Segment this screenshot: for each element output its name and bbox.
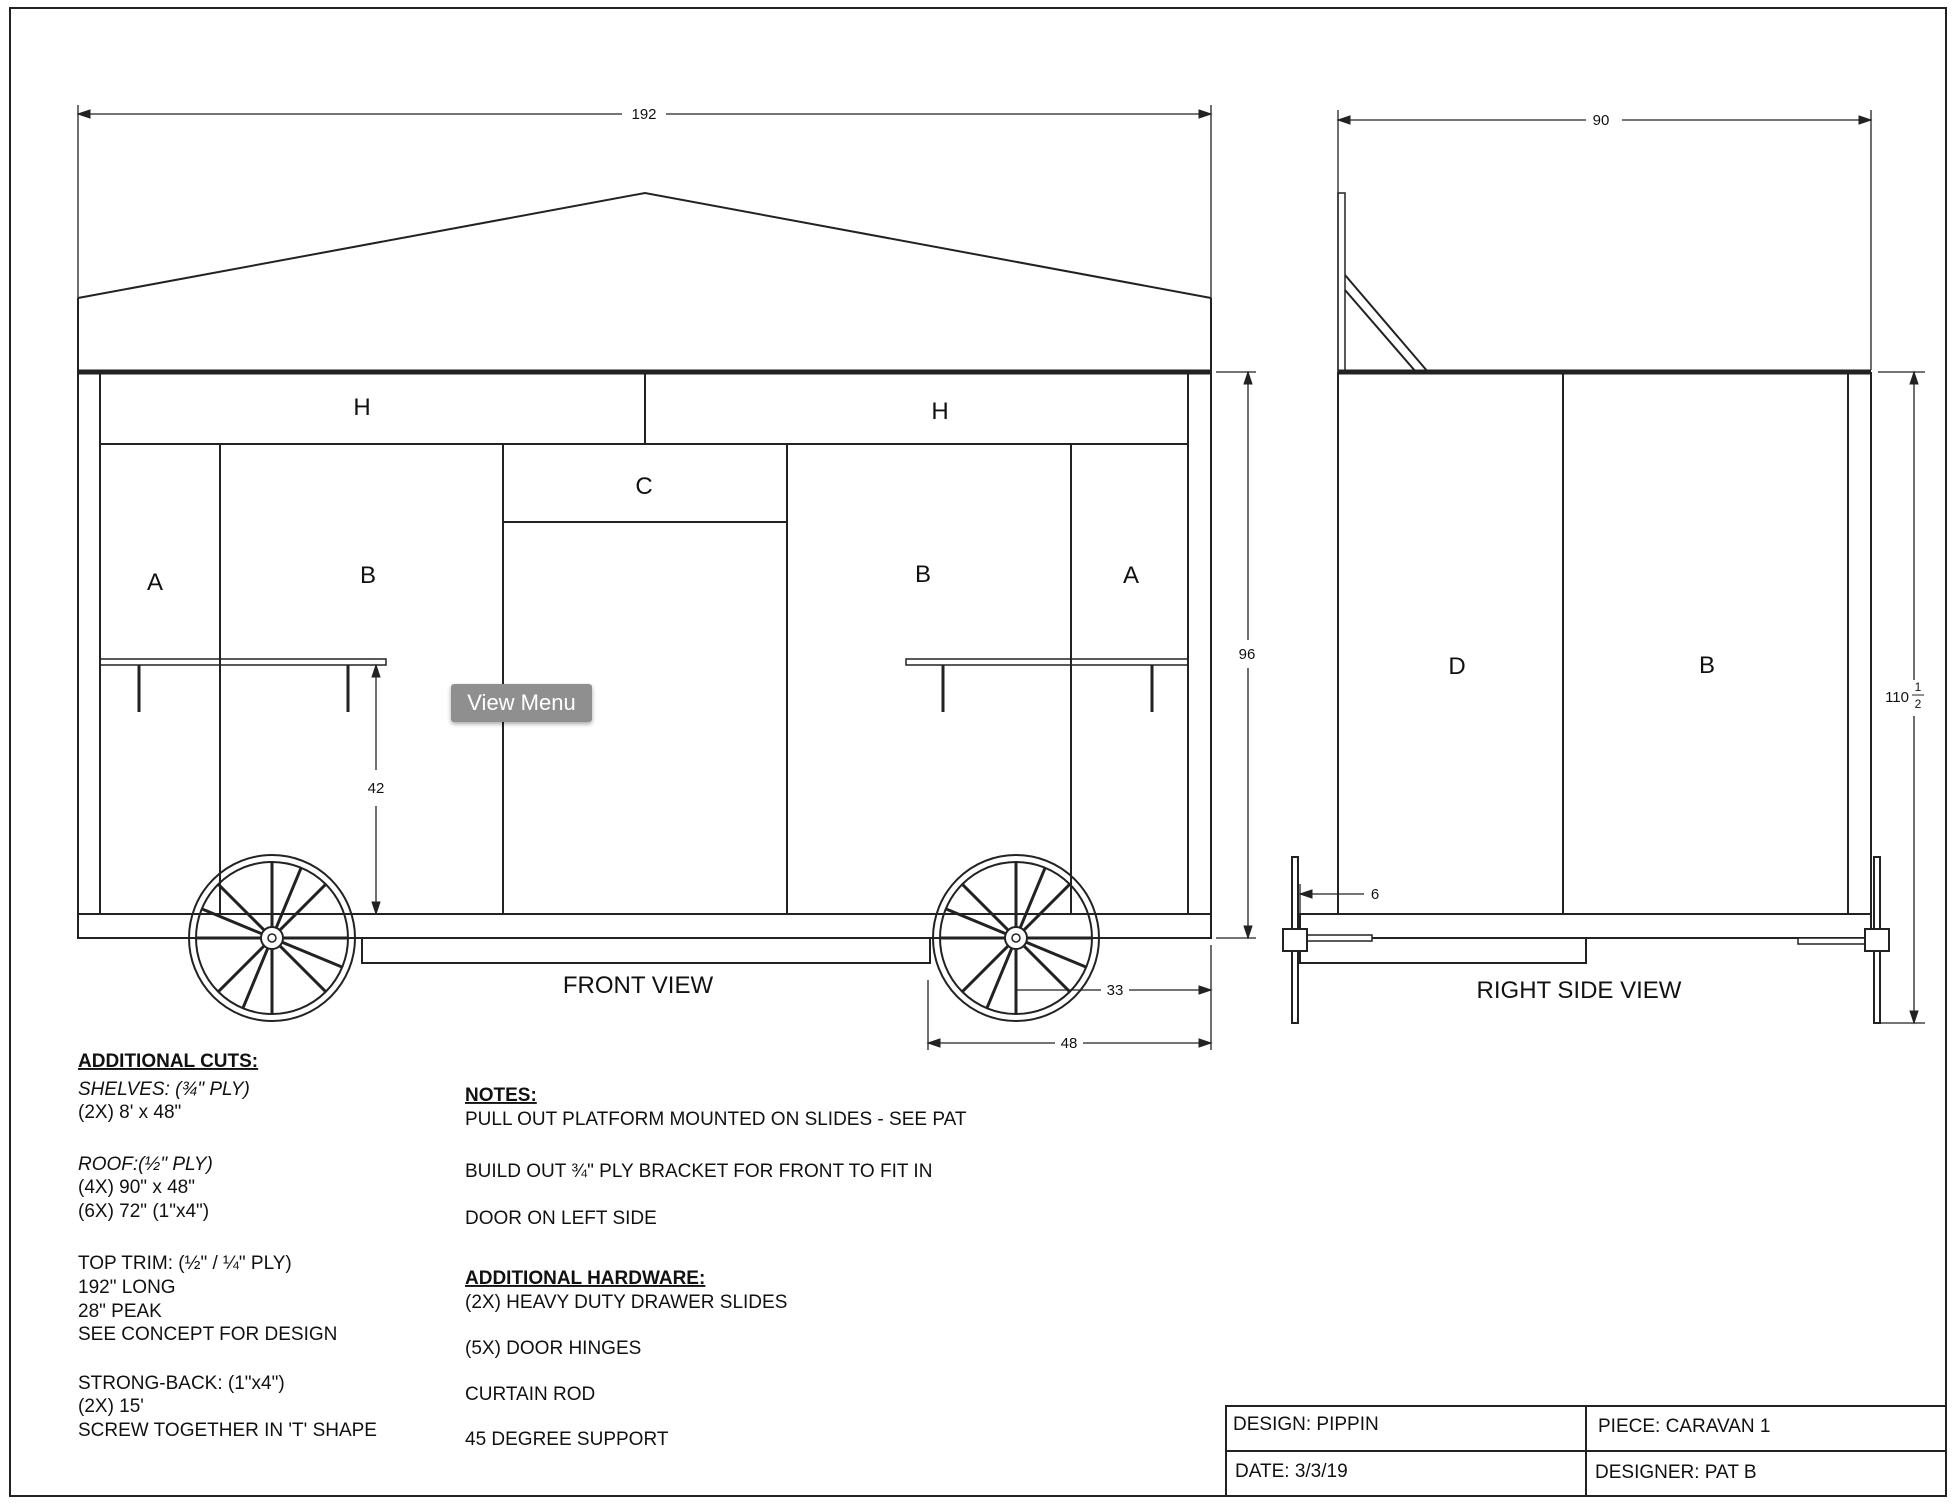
notes — [465, 1085, 967, 1450]
dim-shelf-42: 42 — [367, 780, 385, 797]
dim-side-width-90: 90 — [1592, 112, 1610, 129]
strong-back-title: STRONG-BACK: (1"x4") — [78, 1373, 285, 1394]
dim-side-height-frac-num: 1 — [1914, 680, 1922, 694]
hardware-line: 45 DEGREE SUPPORT — [465, 1429, 669, 1450]
front-view — [78, 105, 1256, 1050]
note-line: DOOR ON LEFT SIDE — [465, 1208, 657, 1229]
trim-title: TOP TRIM: (½" / ¼" PLY) — [78, 1253, 292, 1274]
panel-b-side: B — [1698, 652, 1716, 679]
note-line: PULL OUT PLATFORM MOUNTED ON SLIDES - SEE PAT — [465, 1109, 967, 1130]
sheet-border — [10, 8, 1946, 1496]
right-side-view — [1283, 110, 1925, 1023]
dim-wheel-offset-33: 33 — [1106, 982, 1124, 999]
dim-height-96: 96 — [1238, 646, 1256, 663]
title-block-designer: DESIGNER: PAT B — [1595, 1462, 1757, 1483]
title-block-design: DESIGN: PIPPIN — [1233, 1414, 1379, 1435]
panel-h-right: H — [931, 398, 949, 425]
side-view-title: RIGHT SIDE VIEW — [1476, 977, 1682, 1004]
trim-line: 28" PEAK — [78, 1301, 162, 1322]
shelves-line: (2X) 8' x 48" — [78, 1102, 182, 1123]
roof-line: (6X) 72" (1"x4") — [78, 1201, 210, 1222]
dim-wheel-span-48: 48 — [1060, 1035, 1078, 1052]
panel-c: C — [635, 473, 653, 500]
note-line: BUILD OUT ¾" PLY BRACKET FOR FRONT TO FIT IN — [465, 1161, 933, 1182]
panel-d-side: D — [1448, 653, 1466, 680]
dim-side-height-whole: 110 — [1885, 689, 1909, 706]
strong-back-line: SCREW TOGETHER IN 'T' SHAPE — [78, 1420, 377, 1441]
roof-title: ROOF:(½" PLY) — [78, 1154, 213, 1175]
additional-cuts — [78, 1051, 377, 1441]
title-block-date: DATE: 3/3/19 — [1235, 1461, 1348, 1482]
front-wheel-left — [189, 855, 355, 1021]
front-wheel-right — [933, 855, 1099, 1021]
front-view-title: FRONT VIEW — [562, 972, 714, 999]
dim-width-192: 192 — [631, 106, 657, 123]
trim-line: 192" LONG — [78, 1277, 176, 1298]
panel-b-left: B — [359, 562, 377, 589]
view-menu-button[interactable]: View Menu — [451, 684, 592, 722]
strong-back-line: (2X) 15' — [78, 1396, 144, 1417]
panel-b-right: B — [914, 561, 932, 588]
hardware-line: (2X) HEAVY DUTY DRAWER SLIDES — [465, 1292, 788, 1313]
panel-a-right: A — [1122, 562, 1140, 589]
panel-a-left: A — [146, 569, 164, 596]
shelves-title: SHELVES: (¾" PLY) — [78, 1079, 250, 1100]
hardware-line: (5X) DOOR HINGES — [465, 1338, 642, 1359]
title-block-piece: PIECE: CARAVAN 1 — [1598, 1416, 1771, 1437]
additional-cuts-heading: ADDITIONAL CUTS: — [78, 1051, 259, 1072]
notes-heading: NOTES: — [465, 1085, 537, 1106]
trim-line: SEE CONCEPT FOR DESIGN — [78, 1324, 338, 1345]
hardware-line: CURTAIN ROD — [465, 1384, 596, 1405]
hardware-heading: ADDITIONAL HARDWARE: — [465, 1268, 706, 1289]
dim-side-height-frac-den: 2 — [1914, 697, 1922, 711]
panel-h-left: H — [353, 394, 371, 421]
roof-line: (4X) 90" x 48" — [78, 1177, 195, 1198]
dim-inset-6: 6 — [1370, 886, 1380, 903]
